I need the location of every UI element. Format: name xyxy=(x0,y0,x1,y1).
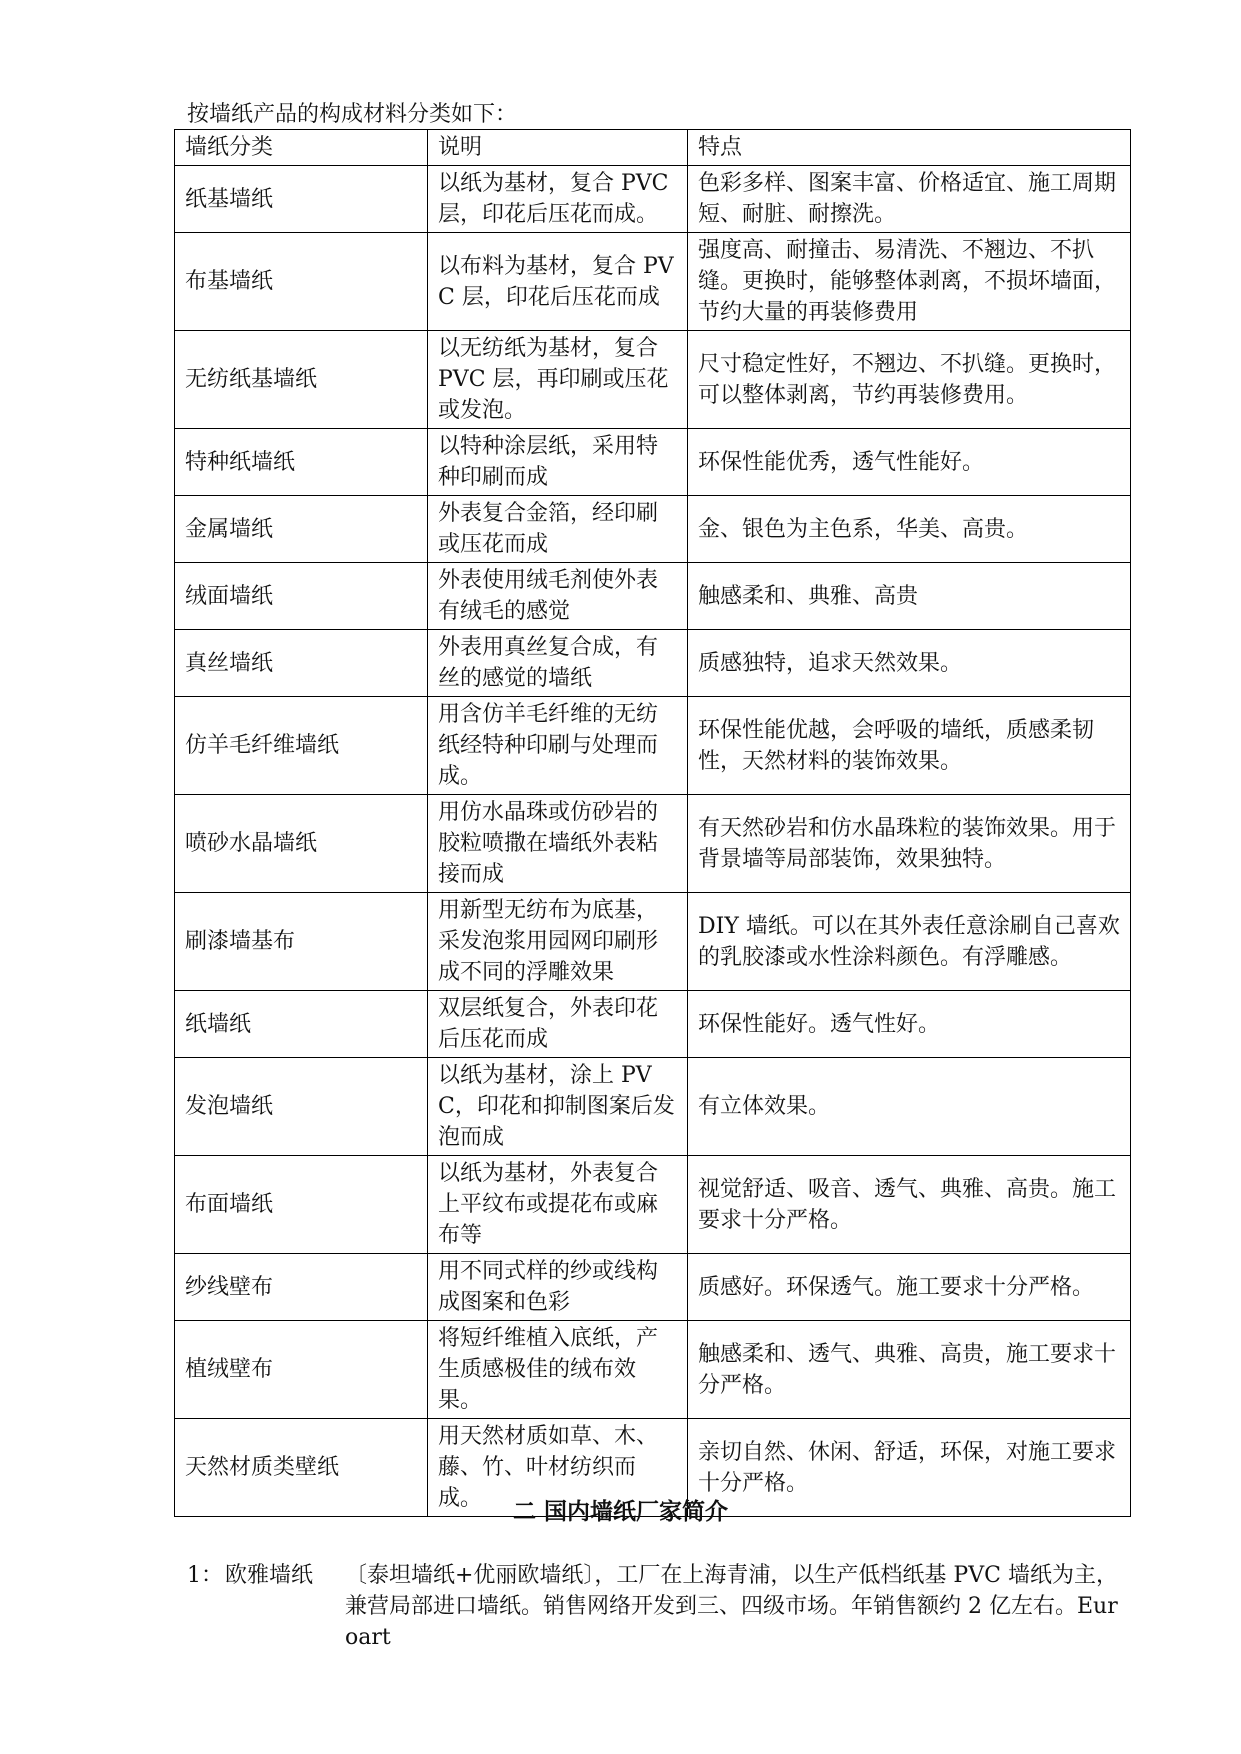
cell-category: 植绒壁布 xyxy=(175,1321,428,1419)
cell-description: 以无纺纸为基材，复合 PVC 层，再印刷或压花或发泡。 xyxy=(428,331,688,429)
table-row xyxy=(175,795,1131,893)
cell-description: 以特种涂层纸，采用特种印刷而成 xyxy=(428,429,688,496)
cell-features: 质感好。环保透气。施工要求十分严格。 xyxy=(688,1254,1131,1321)
cell-features: 亲切自然、休闲、舒适，环保，对施工要求十分严格。 xyxy=(688,1419,1131,1517)
table-header-row xyxy=(175,130,1131,166)
cell-features: 尺寸稳定性好，不翘边、不扒缝。更换时，可以整体剥离，节约再装修费用。 xyxy=(688,331,1131,429)
cell-description: 外表复合金箔，经印刷或压花而成 xyxy=(428,496,688,563)
cell-features: 金、银色为主色系，华美、高贵。 xyxy=(688,496,1131,563)
cell-features: 质感独特，追求天然效果。 xyxy=(688,630,1131,697)
cell-description: 以纸为基材，复合 PVC 层，印花后压花而成。 xyxy=(428,166,688,233)
cell-features: 视觉舒适、吸音、透气、典雅、高贵。施工要求十分严格。 xyxy=(688,1156,1131,1254)
table-row xyxy=(175,697,1131,795)
table-row xyxy=(175,630,1131,697)
cell-description: 用仿水晶珠或仿砂岩的胶粒喷撒在墙纸外表粘接而成 xyxy=(428,795,688,893)
cell-category: 布基墙纸 xyxy=(175,233,428,331)
table-row xyxy=(175,233,1131,331)
cell-category: 纸墙纸 xyxy=(175,991,428,1058)
cell-features: 触感柔和、典雅、高贵 xyxy=(688,563,1131,630)
cell-description: 双层纸复合，外表印花后压花而成 xyxy=(428,991,688,1058)
cell-description: 用新型无纺布为底基，采发泡浆用园网印刷形成不同的浮雕效果 xyxy=(428,893,688,991)
table-row xyxy=(175,331,1131,429)
cell-features: 环保性能优秀，透气性能好。 xyxy=(688,429,1131,496)
table-row xyxy=(175,563,1131,630)
cell-features: 环保性能优越，会呼吸的墙纸，质感柔韧性，天然材料的装饰效果。 xyxy=(688,697,1131,795)
table-row xyxy=(175,429,1131,496)
cell-description: 用不同式样的纱或线构成图案和色彩 xyxy=(428,1254,688,1321)
table-row xyxy=(175,1254,1131,1321)
cell-description: 将短纤维植入底纸，产生质感极佳的绒布效果。 xyxy=(428,1321,688,1419)
cell-category: 喷砂水晶墙纸 xyxy=(175,795,428,893)
item-name: 欧雅墙纸 xyxy=(225,1563,314,1588)
cell-features: 环保性能好。透气性好。 xyxy=(688,991,1131,1058)
cell-features: 触感柔和、透气、典雅、高贵，施工要求十分严格。 xyxy=(688,1321,1131,1419)
cell-category: 绒面墙纸 xyxy=(175,563,428,630)
cell-category: 天然材质类壁纸 xyxy=(175,1419,428,1517)
cell-description: 以布料为基材，复合 PVC 层，印花后压花而成 xyxy=(428,233,688,331)
cell-category: 纸基墙纸 xyxy=(175,166,428,233)
header-category: 墙纸分类 xyxy=(175,130,428,166)
cell-features: 有天然砂岩和仿水晶珠粒的装饰效果。用于背景墙等局部装饰，效果独特。 xyxy=(688,795,1131,893)
table-row xyxy=(175,496,1131,563)
cell-category: 纱线壁布 xyxy=(175,1254,428,1321)
cell-category: 发泡墙纸 xyxy=(175,1058,428,1156)
table-row xyxy=(175,991,1131,1058)
cell-features: 色彩多样、图案丰富、价格适宜、施工周期短、耐脏、耐擦洗。 xyxy=(688,166,1131,233)
section-title: 二 国内墙纸厂家简介 xyxy=(512,1498,728,1525)
table-row xyxy=(175,1058,1131,1156)
item-description: 〔泰坦墙纸+优丽欧墙纸〕，工厂在上海青浦，以生产低档纸基 PVC 墙纸为主，兼营局部进口墙纸。销售网络开发到三、四级市场。年销售额约 2 亿左右。Euroart xyxy=(345,1563,1118,1650)
table-row xyxy=(175,1321,1131,1419)
cell-category: 刷漆墙基布 xyxy=(175,893,428,991)
cell-description: 外表用真丝复合成，有丝的感觉的墙纸 xyxy=(428,630,688,697)
table-row xyxy=(175,1156,1131,1254)
cell-features: 有立体效果。 xyxy=(688,1058,1131,1156)
header-features: 特点 xyxy=(688,130,1131,166)
cell-features: 强度高、耐撞击、易清洗、不翘边、不扒缝。更换时，能够整体剥离，不损坏墙面，节约大量的再装修费用 xyxy=(688,233,1131,331)
cell-description: 以纸为基材，外表复合上平纹布或提花布或麻布等 xyxy=(428,1156,688,1254)
item-number: 1： xyxy=(187,1563,223,1588)
cell-category: 无纺纸基墙纸 xyxy=(175,331,428,429)
cell-category: 真丝墙纸 xyxy=(175,630,428,697)
cell-category: 特种纸墙纸 xyxy=(175,429,428,496)
cell-features: DIY 墙纸。可以在其外表任意涂刷自己喜欢的乳胶漆或水性涂料颜色。有浮雕感。 xyxy=(688,893,1131,991)
cell-category: 仿羊毛纤维墙纸 xyxy=(175,697,428,795)
cell-description: 以纸为基材，涂上 PVC，印花和抑制图案后发泡而成 xyxy=(428,1058,688,1156)
table-row xyxy=(175,166,1131,233)
intro-text: 按墙纸产品的构成材料分类如下： xyxy=(187,102,518,127)
cell-description: 用含仿羊毛纤维的无纺纸经特种印刷与处理而成。 xyxy=(428,697,688,795)
cell-description: 外表使用绒毛剂使外表有绒毛的感觉 xyxy=(428,563,688,630)
table-row xyxy=(175,893,1131,991)
cell-category: 布面墙纸 xyxy=(175,1156,428,1254)
header-description: 说明 xyxy=(428,130,688,166)
wallpaper-classification-table xyxy=(174,129,1131,1517)
cell-category: 金属墙纸 xyxy=(175,496,428,563)
cell-description: 用天然材质如草、木、藤、竹、叶材纺织而成。 xyxy=(428,1419,688,1517)
